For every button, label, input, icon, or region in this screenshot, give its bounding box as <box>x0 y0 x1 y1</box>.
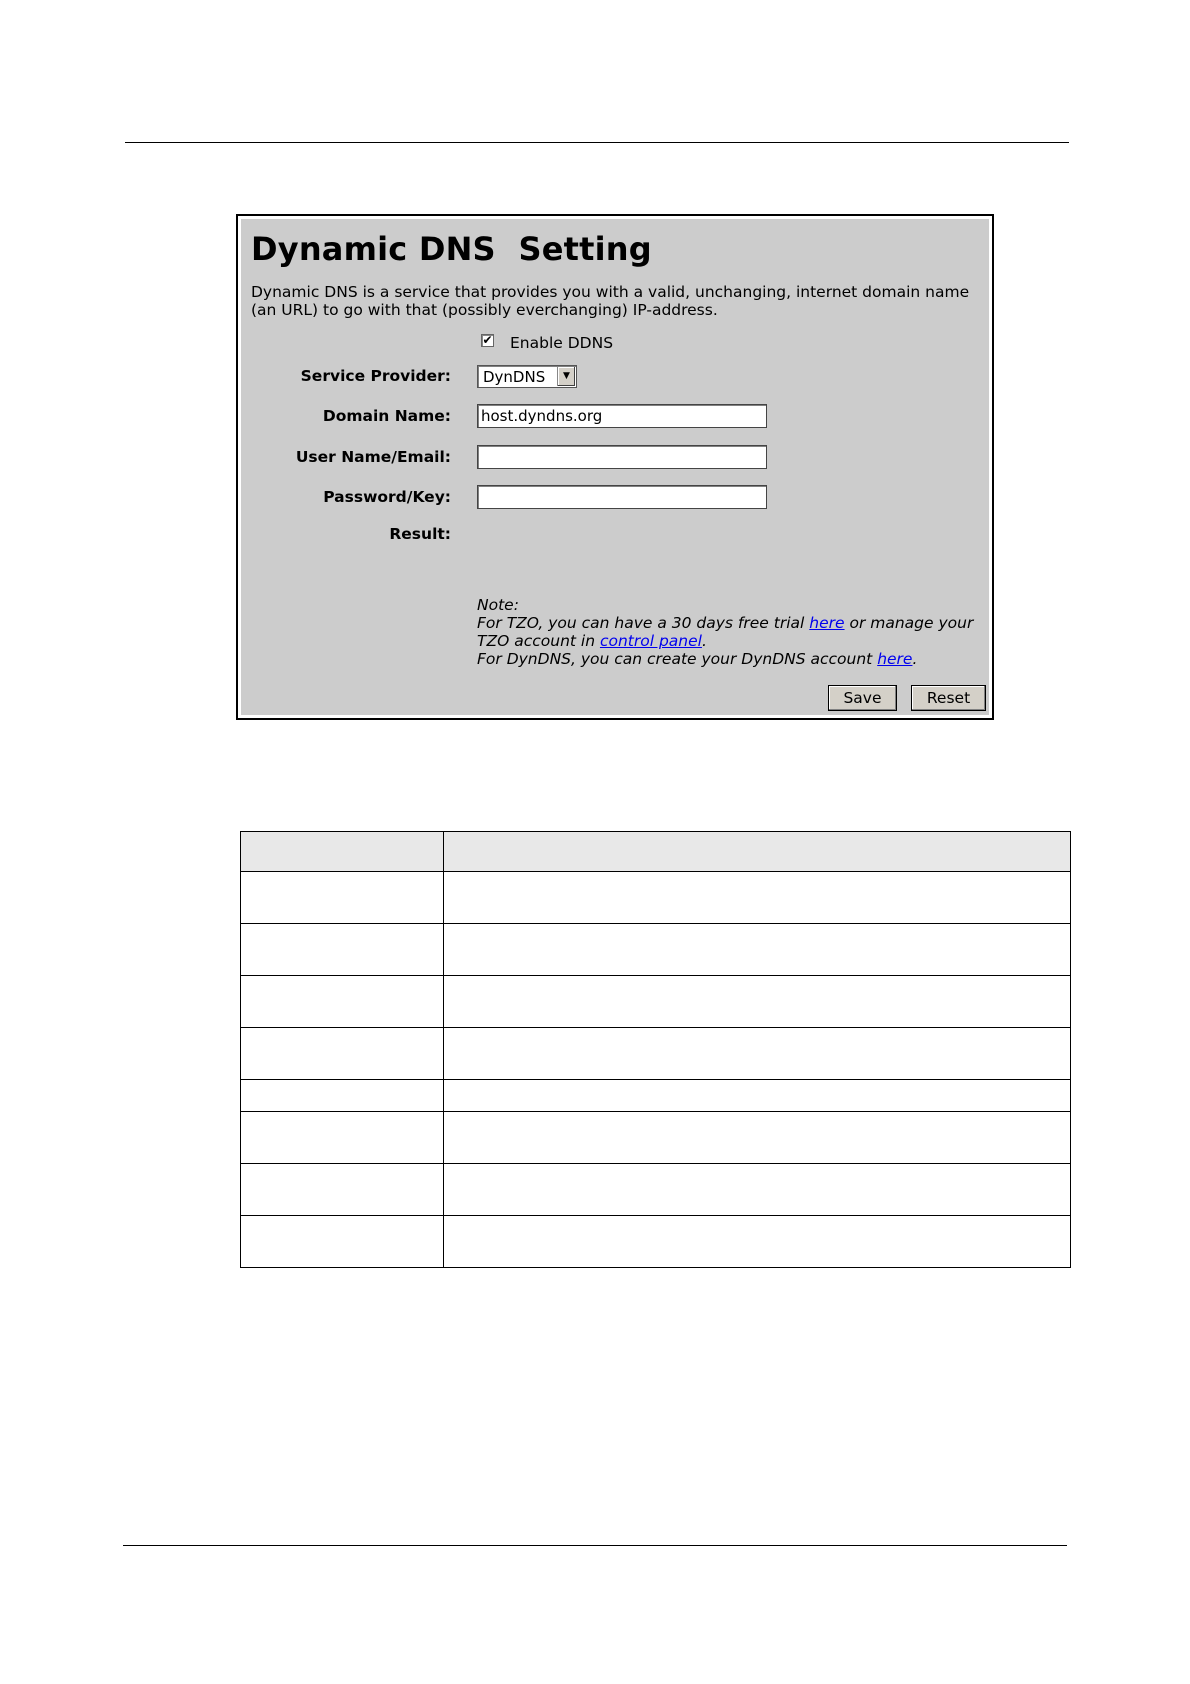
password-key-label: Password/Key: <box>323 488 451 506</box>
note-line-dyndns <box>477 650 973 668</box>
password-key-input[interactable] <box>477 485 767 509</box>
chevron-down-icon[interactable]: ▼ <box>557 367 575 386</box>
note-line-tzo-account <box>477 632 973 650</box>
service-provider-select[interactable] <box>477 365 577 388</box>
note-text: For TZO, you can have a 30 days free trial <box>477 614 810 632</box>
page-title: Dynamic DNS Setting <box>251 230 652 268</box>
result-label: Result: <box>389 525 451 543</box>
ddns-settings-form <box>241 219 989 715</box>
table-cell <box>444 1028 1071 1080</box>
save-button[interactable]: Save <box>828 685 897 711</box>
table-row <box>241 1164 1071 1216</box>
table-cell <box>444 976 1071 1028</box>
enable-ddns-label: Enable DDNS <box>510 334 614 352</box>
parameter-table <box>240 831 1071 1268</box>
dyndns-account-link[interactable]: here <box>877 650 913 668</box>
enable-ddns-row[interactable] <box>478 334 613 352</box>
service-provider-value: DynDNS <box>483 368 546 386</box>
tzo-trial-link[interactable]: here <box>809 614 845 632</box>
table-cell <box>241 1112 444 1164</box>
table-header-row <box>241 832 1071 872</box>
control-panel-link[interactable]: control panel <box>599 632 702 650</box>
service-provider-label: Service Provider: <box>300 367 451 385</box>
username-email-input[interactable] <box>477 445 767 469</box>
domain-name-label: Domain Name: <box>322 407 451 425</box>
footer-rule <box>123 1545 1067 1546</box>
enable-ddns-checkbox[interactable]: ✔ <box>482 332 493 347</box>
note-text: . <box>912 650 918 668</box>
note-line-tzo-trial <box>477 614 973 632</box>
table-cell <box>241 924 444 976</box>
ddns-settings-screenshot <box>236 214 994 720</box>
note-text: For DynDNS, you can create your DynDNS account <box>477 650 878 668</box>
domain-name-input[interactable] <box>477 404 767 428</box>
table-cell <box>444 924 1071 976</box>
note-block <box>477 596 973 668</box>
table-row <box>241 976 1071 1028</box>
table-row <box>241 1080 1071 1112</box>
table-header-cell <box>241 832 444 872</box>
note-heading: Note: <box>477 596 519 614</box>
table-row <box>241 1216 1071 1268</box>
table-row <box>241 872 1071 924</box>
table-cell <box>241 1080 444 1112</box>
table-cell <box>444 1112 1071 1164</box>
table-cell <box>241 1216 444 1268</box>
reset-button[interactable]: Reset <box>911 685 986 711</box>
note-text: or manage your <box>844 614 974 632</box>
table-row <box>241 1112 1071 1164</box>
page-description: Dynamic DNS is a service that provides you with a valid, unchanging, internet domain name (an URL) to go with that (possibly everchanging) IP-address. <box>251 283 970 319</box>
table-cell <box>241 1164 444 1216</box>
table-row <box>241 924 1071 976</box>
table-cell <box>444 1080 1071 1112</box>
table-cell <box>444 872 1071 924</box>
username-email-label: User Name/Email: <box>295 448 451 466</box>
note-text: TZO account in <box>477 632 600 650</box>
header-rule <box>125 142 1069 143</box>
table-cell <box>241 1028 444 1080</box>
table-cell <box>241 976 444 1028</box>
table-cell <box>444 1164 1071 1216</box>
table-cell <box>241 872 444 924</box>
note-text: . <box>701 632 707 650</box>
table-cell <box>444 1216 1071 1268</box>
table-row <box>241 1028 1071 1080</box>
table-header-cell <box>444 832 1071 872</box>
